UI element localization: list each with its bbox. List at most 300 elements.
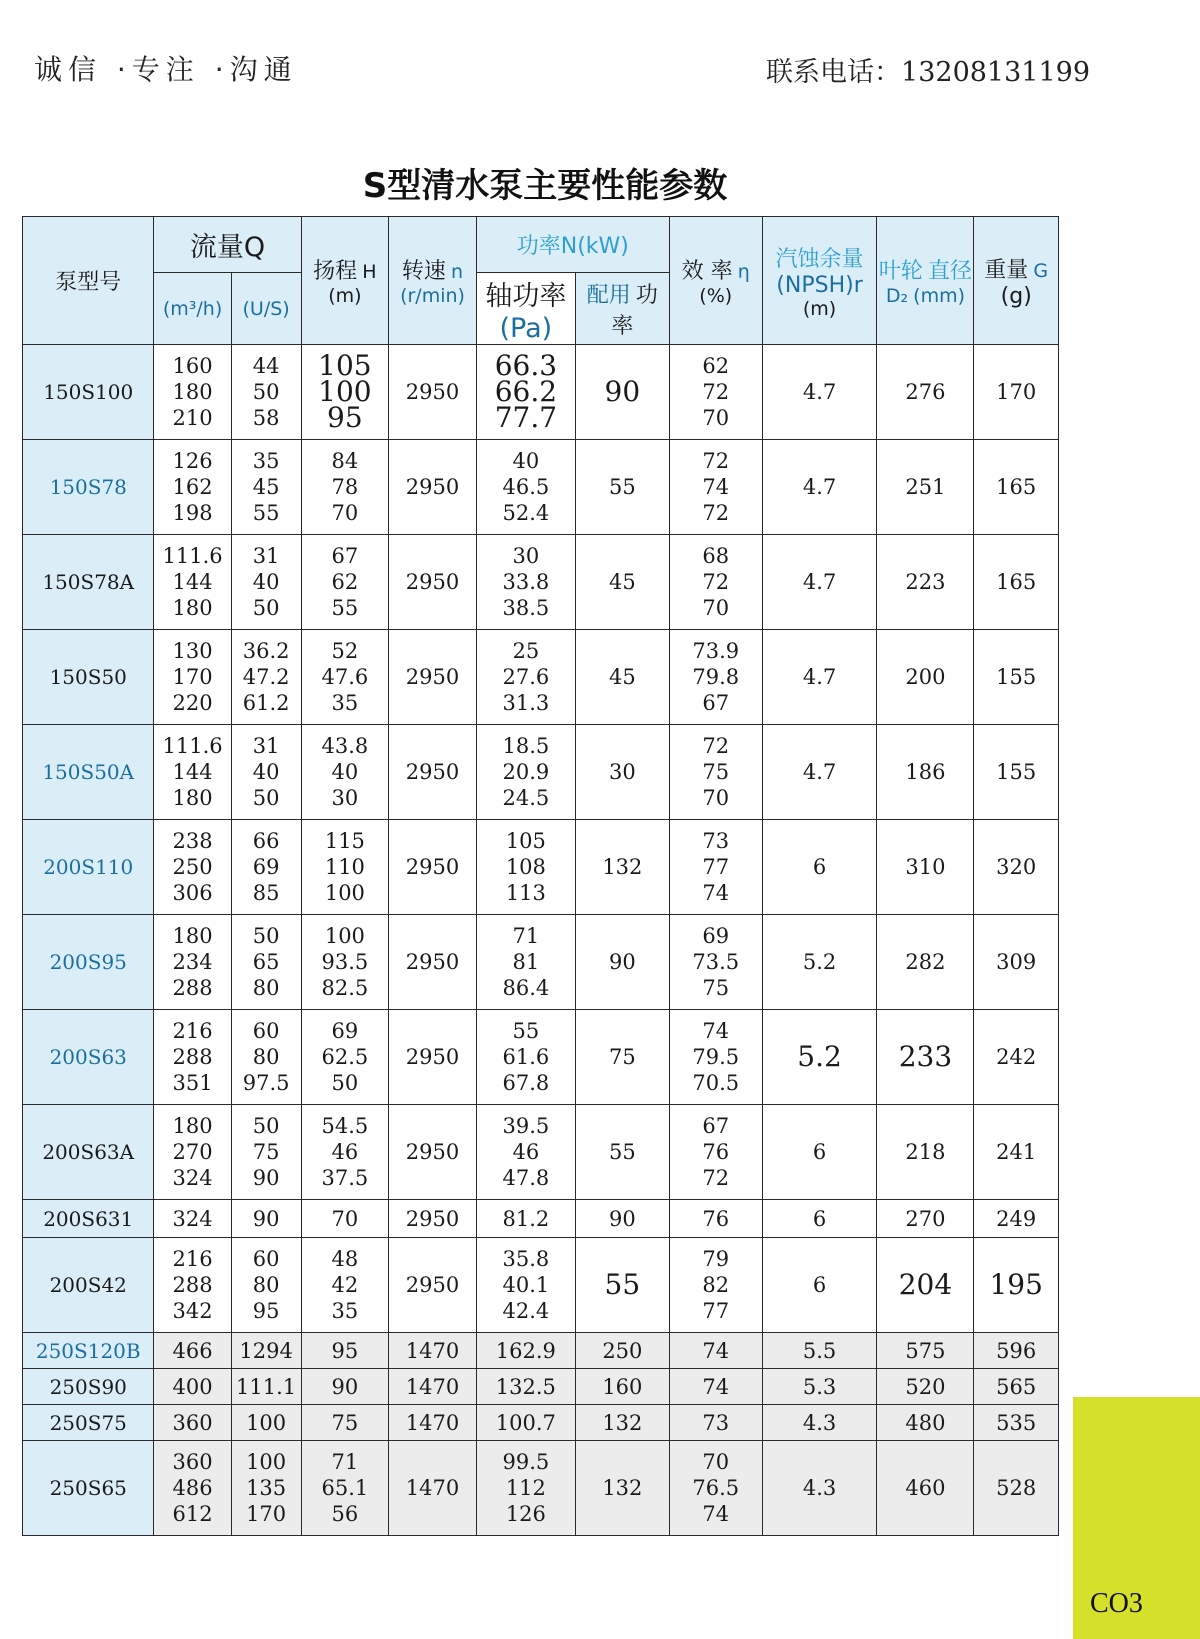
header-impeller-sym: D₂ (885, 285, 909, 307)
efficiency-cell-value: 82 (702, 1273, 730, 1297)
shaft-power-cell-value: 71 (512, 924, 540, 948)
efficiency-cell-value: 74 (702, 881, 730, 905)
header-weight-unit: (g) (1000, 283, 1032, 309)
flow-ls-cell-value: 40 (252, 570, 280, 594)
efficiency-cell-value: 75 (702, 976, 730, 1000)
table-body (23, 345, 1059, 1536)
npsh-cell: 5.5 (762, 1333, 877, 1369)
table-row (23, 345, 1059, 440)
head-cell-value: 110 (324, 855, 365, 879)
flow-ls-cell-value: 31 (252, 544, 280, 568)
head-cell (301, 1010, 389, 1105)
flow-m3-cell-value: 288 (172, 1273, 213, 1297)
npsh-cell: 5.2 (762, 1010, 877, 1105)
model-cell: 150S50A (23, 725, 154, 820)
impeller-diameter-cell: 276 (877, 345, 974, 440)
flow-m3-cell-value: 111.6 (162, 544, 223, 568)
contact-phone: 联系电话：13208131199 (766, 57, 1090, 88)
header-speed-sym: n (451, 261, 464, 283)
efficiency-cell (669, 630, 762, 725)
efficiency-cell (669, 440, 762, 535)
head-cell-value: 62 (331, 570, 359, 594)
performance-table (22, 216, 1059, 1536)
table-row (23, 1405, 1059, 1441)
header-power: 功率N(kW) (476, 217, 669, 273)
weight-cell: 170 (974, 345, 1059, 440)
speed-cell: 2950 (389, 820, 477, 915)
efficiency-cell-value: 73.5 (692, 950, 740, 974)
flow-ls-cell-value: 69 (252, 855, 280, 879)
shaft-power-cell (476, 1200, 575, 1238)
efficiency-cell (669, 915, 762, 1010)
shaft-power-cell-value: 105 (505, 829, 546, 853)
flow-m3-cell-value: 288 (172, 976, 213, 1000)
efficiency-cell-value: 72 (702, 501, 730, 525)
head-cell-value: 78 (331, 475, 359, 499)
head-cell-value: 48 (331, 1247, 359, 1271)
table-row (23, 1333, 1059, 1369)
npsh-cell: 5.2 (762, 915, 877, 1010)
flow-m3-cell-value: 180 (172, 1114, 213, 1138)
motor-power-cell: 132 (575, 1441, 669, 1536)
npsh-cell: 4.7 (762, 535, 877, 630)
weight-cell: 242 (974, 1010, 1059, 1105)
table-row (23, 1238, 1059, 1333)
flow-m3-cell-value: 111.6 (162, 734, 223, 758)
shaft-power-cell-value: 47.8 (502, 1166, 550, 1190)
flow-m3-cell-value: 144 (172, 760, 213, 784)
flow-ls-cell (231, 630, 301, 725)
impeller-diameter-cell: 233 (877, 1010, 974, 1105)
shaft-power-cell-value: 30 (512, 544, 540, 568)
speed-cell: 2950 (389, 725, 477, 820)
header-shaft-power (476, 273, 575, 345)
speed-cell: 2950 (389, 1238, 477, 1333)
page-code: CO3 (1090, 1588, 1143, 1619)
efficiency-cell-value: 70 (702, 596, 730, 620)
head-cell-value: 70 (331, 1206, 359, 1231)
head-cell-value: 67 (331, 544, 359, 568)
efficiency-cell-value: 72 (702, 380, 730, 404)
head-cell-value: 62.5 (321, 1045, 369, 1069)
motor-power-cell: 45 (575, 630, 669, 725)
flow-m3-cell-value: 210 (172, 406, 213, 430)
table-row (23, 1105, 1059, 1200)
flow-ls-cell-value: 35 (252, 449, 280, 473)
model-cell: 200S631 (23, 1200, 154, 1238)
flow-ls-cell-value: 100 (246, 1450, 287, 1474)
efficiency-cell-value: 72 (702, 449, 730, 473)
npsh-cell: 6 (762, 1238, 877, 1333)
header-npsh-unit: (m) (802, 297, 837, 320)
head-cell-value: 95 (331, 1338, 359, 1363)
header-eff-sym: η (737, 261, 750, 283)
flow-ls-cell-value: 80 (252, 1045, 280, 1069)
flow-m3-cell (154, 915, 231, 1010)
npsh-cell: 6 (762, 1105, 877, 1200)
flow-ls-cell-value: 85 (252, 881, 280, 905)
shaft-power-cell-value: 81 (512, 950, 540, 974)
model-cell: 150S78A (23, 535, 154, 630)
efficiency-cell-value: 68 (702, 544, 730, 568)
header-impeller-unit: (mm) (913, 285, 965, 307)
speed-cell: 2950 (389, 440, 477, 535)
flow-ls-cell-value: 75 (252, 1140, 280, 1164)
head-cell (301, 1238, 389, 1333)
flow-ls-cell-value: 100 (246, 1410, 287, 1435)
shaft-power-cell-value: 99.5 (502, 1450, 550, 1474)
header-weight (974, 217, 1059, 345)
speed-cell: 2950 (389, 1010, 477, 1105)
flow-ls-cell-value: 45 (252, 475, 280, 499)
efficiency-cell-value: 73 (702, 1410, 730, 1435)
head-cell-value: 115 (324, 829, 365, 853)
flow-m3-cell (154, 1333, 231, 1369)
efficiency-cell-value: 75 (702, 760, 730, 784)
flow-m3-cell-value: 400 (172, 1374, 213, 1399)
flow-m3-cell (154, 1369, 231, 1405)
head-cell-value: 65.1 (321, 1476, 369, 1500)
head-cell-value: 30 (331, 786, 359, 810)
weight-cell: 596 (974, 1333, 1059, 1369)
model-cell: 150S78 (23, 440, 154, 535)
table-row (23, 1369, 1059, 1405)
efficiency-cell-value: 70 (702, 406, 730, 430)
efficiency-cell-value: 70.5 (692, 1071, 740, 1095)
flow-m3-cell (154, 725, 231, 820)
header-motor-label2: 功率 (611, 282, 658, 339)
npsh-cell: 6 (762, 820, 877, 915)
flow-ls-cell-value: 80 (252, 1273, 280, 1297)
flow-ls-cell (231, 820, 301, 915)
header-eff-unit: (%) (699, 285, 733, 307)
flow-m3-cell (154, 820, 231, 915)
shaft-power-cell-value: 66.2 (494, 375, 558, 408)
impeller-diameter-cell: 575 (877, 1333, 974, 1369)
weight-cell: 155 (974, 630, 1059, 725)
model-cell: 250S120B (23, 1333, 154, 1369)
model-cell: 250S65 (23, 1441, 154, 1536)
efficiency-cell-value: 74 (702, 1338, 730, 1363)
flow-m3-cell (154, 535, 231, 630)
shaft-power-cell (476, 1010, 575, 1105)
shaft-power-cell-value: 24.5 (502, 786, 550, 810)
flow-m3-cell-value: 342 (172, 1299, 213, 1323)
header-head-sym: H (362, 261, 377, 283)
flow-m3-cell (154, 1238, 231, 1333)
flow-ls-cell-value: 80 (252, 976, 280, 1000)
flow-m3-cell-value: 360 (172, 1410, 213, 1435)
shaft-power-cell (476, 1405, 575, 1441)
header-npsh-label: 汽蚀余量 (775, 246, 864, 272)
flow-m3-cell-value: 180 (172, 924, 213, 948)
flow-ls-cell (231, 345, 301, 440)
flow-m3-cell-value: 612 (172, 1502, 213, 1526)
shaft-power-cell-value: 132.5 (495, 1374, 556, 1399)
flow-ls-cell (231, 725, 301, 820)
efficiency-cell-value: 67 (702, 1114, 730, 1138)
header-npsh-sym: (NPSH)r (776, 272, 863, 298)
flow-ls-cell (231, 1238, 301, 1333)
flow-m3-cell-value: 486 (172, 1476, 213, 1500)
efficiency-cell-value: 72 (702, 570, 730, 594)
efficiency-cell-value: 73.9 (692, 639, 740, 663)
model-cell: 200S63 (23, 1010, 154, 1105)
flow-m3-cell-value: 238 (172, 829, 213, 853)
efficiency-cell-value: 74 (702, 1019, 730, 1043)
shaft-power-cell-value: 86.4 (502, 976, 550, 1000)
flow-m3-cell-value: 180 (172, 596, 213, 620)
motor-power-cell: 30 (575, 725, 669, 820)
flow-ls-cell-value: 111.1 (236, 1374, 297, 1399)
header-flow-ls: (U/S) (231, 273, 301, 345)
speed-cell: 2950 (389, 1200, 477, 1238)
shaft-power-cell (476, 1105, 575, 1200)
motor-power-cell: 55 (575, 1105, 669, 1200)
header-speed-unit: (r/min) (400, 285, 465, 307)
flow-ls-cell (231, 1405, 301, 1441)
efficiency-cell (669, 1441, 762, 1536)
speed-cell: 1470 (389, 1333, 477, 1369)
table-row (23, 630, 1059, 725)
head-cell (301, 630, 389, 725)
flow-ls-cell (231, 1010, 301, 1105)
efficiency-cell (669, 1010, 762, 1105)
speed-cell: 2950 (389, 345, 477, 440)
head-cell-value: 90 (331, 1374, 359, 1399)
efficiency-cell-value: 73 (702, 829, 730, 853)
flow-ls-cell-value: 50 (252, 786, 280, 810)
speed-cell: 1470 (389, 1369, 477, 1405)
shaft-power-cell (476, 1369, 575, 1405)
speed-cell: 2950 (389, 630, 477, 725)
flow-ls-cell-value: 40 (252, 760, 280, 784)
shaft-power-cell-value: 42.4 (502, 1299, 550, 1323)
flow-ls-cell (231, 1369, 301, 1405)
head-cell-value: 69 (331, 1019, 359, 1043)
header-flow: 流量Q (154, 217, 301, 273)
head-cell-value: 43.8 (321, 734, 369, 758)
speed-cell: 2950 (389, 535, 477, 630)
efficiency-cell (669, 1369, 762, 1405)
shaft-power-cell-value: 40 (512, 449, 540, 473)
header-flow-m3: (m³/h) (154, 273, 231, 345)
impeller-diameter-cell: 282 (877, 915, 974, 1010)
head-cell (301, 440, 389, 535)
flow-ls-cell-value: 47.2 (242, 665, 290, 689)
weight-cell: 565 (974, 1369, 1059, 1405)
motor-power-cell: 132 (575, 820, 669, 915)
shaft-power-cell-value: 25 (512, 639, 540, 663)
shaft-power-cell-value: 20.9 (502, 760, 550, 784)
efficiency-cell-value: 69 (702, 924, 730, 948)
shaft-power-cell-value: 18.5 (502, 734, 550, 758)
head-cell-value: 50 (331, 1071, 359, 1095)
speed-cell: 2950 (389, 915, 477, 1010)
flow-m3-cell-value: 466 (172, 1338, 213, 1363)
table-row (23, 1441, 1059, 1536)
flow-m3-cell-value: 351 (172, 1071, 213, 1095)
flow-m3-cell-value: 160 (172, 354, 213, 378)
header-impeller (877, 217, 974, 345)
flow-m3-cell-value: 170 (172, 665, 213, 689)
impeller-diameter-cell: 223 (877, 535, 974, 630)
flow-ls-cell (231, 1441, 301, 1536)
shaft-power-cell-value: 55 (512, 1019, 540, 1043)
weight-cell: 155 (974, 725, 1059, 820)
motor-power-cell: 90 (575, 345, 669, 440)
efficiency-cell (669, 1333, 762, 1369)
header-impeller-label: 叶轮 (878, 259, 923, 284)
model-cell: 150S100 (23, 345, 154, 440)
npsh-cell: 4.3 (762, 1405, 877, 1441)
flow-m3-cell-value: 250 (172, 855, 213, 879)
flow-m3-cell-value: 324 (172, 1206, 213, 1231)
shaft-power-cell-value: 38.5 (502, 596, 550, 620)
efficiency-cell-value: 70 (702, 1450, 730, 1474)
flow-m3-cell-value: 234 (172, 950, 213, 974)
impeller-diameter-cell: 218 (877, 1105, 974, 1200)
head-cell-value: 56 (331, 1502, 359, 1526)
head-cell (301, 1105, 389, 1200)
head-cell (301, 1333, 389, 1369)
shaft-power-cell (476, 440, 575, 535)
head-cell-value: 93.5 (321, 950, 369, 974)
slogan: 诚信 ·专注 ·沟通 (34, 53, 298, 86)
flow-m3-cell (154, 1405, 231, 1441)
motor-power-cell: 160 (575, 1369, 669, 1405)
head-cell-value: 46 (331, 1140, 359, 1164)
header-weight-sym: G (1033, 259, 1049, 282)
efficiency-cell-value: 79.5 (692, 1045, 740, 1069)
header-efficiency (669, 217, 762, 345)
flow-m3-cell (154, 630, 231, 725)
flow-m3-cell-value: 126 (172, 449, 213, 473)
efficiency-cell-value: 77 (702, 1299, 730, 1323)
shaft-power-cell-value: 108 (505, 855, 546, 879)
header-eff-label: 效 率 (681, 259, 733, 284)
motor-power-cell: 45 (575, 535, 669, 630)
flow-ls-cell-value: 97.5 (242, 1071, 290, 1095)
efficiency-cell-value: 72 (702, 734, 730, 758)
flow-ls-cell (231, 1200, 301, 1238)
shaft-power-cell (476, 630, 575, 725)
head-cell (301, 915, 389, 1010)
header-npsh (762, 217, 877, 345)
weight-cell: 165 (974, 440, 1059, 535)
flow-m3-cell-value: 130 (172, 639, 213, 663)
table-row (23, 725, 1059, 820)
head-cell-value: 40 (331, 760, 359, 784)
page-header (34, 48, 1090, 88)
shaft-power-cell (476, 915, 575, 1010)
motor-power-cell: 75 (575, 1010, 669, 1105)
flow-m3-cell-value: 198 (172, 501, 213, 525)
header-shaft-unit: (Pa) (499, 312, 553, 344)
shaft-power-cell-value: 61.6 (502, 1045, 550, 1069)
shaft-power-cell-value: 113 (505, 881, 546, 905)
impeller-diameter-cell: 520 (877, 1369, 974, 1405)
flow-ls-cell-value: 55 (252, 501, 280, 525)
flow-ls-cell-value: 90 (252, 1166, 280, 1190)
shaft-power-cell-value: 40.1 (502, 1273, 550, 1297)
efficiency-cell-value: 76 (702, 1206, 730, 1231)
head-cell-value: 37.5 (321, 1166, 369, 1190)
head-cell (301, 345, 389, 440)
weight-cell: 165 (974, 535, 1059, 630)
head-cell-value: 55 (331, 596, 359, 620)
shaft-power-cell-value: 46.5 (502, 475, 550, 499)
flow-ls-cell-value: 61.2 (242, 691, 290, 715)
impeller-diameter-cell: 204 (877, 1238, 974, 1333)
shaft-power-cell (476, 535, 575, 630)
efficiency-cell-value: 76 (702, 1140, 730, 1164)
flow-m3-cell-value: 270 (172, 1140, 213, 1164)
model-cell: 200S95 (23, 915, 154, 1010)
header-motor-power (575, 273, 669, 345)
npsh-cell: 4.7 (762, 345, 877, 440)
flow-ls-cell-value: 31 (252, 734, 280, 758)
flow-m3-cell-value: 288 (172, 1045, 213, 1069)
header-head (301, 217, 389, 345)
header-shaft-label: 轴功率 (485, 280, 567, 312)
shaft-power-cell-value: 81.2 (502, 1206, 550, 1231)
table-row (23, 440, 1059, 535)
shaft-power-cell-value: 35.8 (502, 1247, 550, 1271)
flow-ls-cell (231, 1105, 301, 1200)
efficiency-cell (669, 1238, 762, 1333)
flow-m3-cell-value: 324 (172, 1166, 213, 1190)
motor-power-cell: 250 (575, 1333, 669, 1369)
table-row (23, 535, 1059, 630)
flow-ls-cell (231, 1333, 301, 1369)
weight-cell: 309 (974, 915, 1059, 1010)
flow-ls-cell-value: 90 (252, 1206, 280, 1231)
efficiency-cell (669, 535, 762, 630)
npsh-cell: 6 (762, 1200, 877, 1238)
efficiency-cell (669, 1405, 762, 1441)
flow-ls-cell-value: 36.2 (242, 639, 290, 663)
impeller-diameter-cell: 270 (877, 1200, 974, 1238)
shaft-power-cell-value: 31.3 (502, 691, 550, 715)
model-cell: 150S50 (23, 630, 154, 725)
weight-cell: 241 (974, 1105, 1059, 1200)
head-cell-value: 71 (331, 1450, 359, 1474)
head-cell-value: 52 (331, 639, 359, 663)
efficiency-cell-value: 62 (702, 354, 730, 378)
impeller-diameter-cell: 200 (877, 630, 974, 725)
shaft-power-cell-value: 52.4 (502, 501, 550, 525)
efficiency-cell-value: 70 (702, 786, 730, 810)
flow-m3-cell-value: 216 (172, 1019, 213, 1043)
npsh-cell: 4.3 (762, 1441, 877, 1536)
motor-power-cell: 90 (575, 1200, 669, 1238)
page-title: S型清水泵主要性能参数 (362, 166, 728, 206)
efficiency-cell-value: 79.8 (692, 665, 740, 689)
model-cell: 200S42 (23, 1238, 154, 1333)
flow-m3-cell-value: 180 (172, 380, 213, 404)
efficiency-cell-value: 74 (702, 1502, 730, 1526)
npsh-cell: 4.7 (762, 725, 877, 820)
head-cell (301, 1200, 389, 1238)
flow-ls-cell-value: 60 (252, 1019, 280, 1043)
efficiency-cell (669, 1105, 762, 1200)
flow-m3-cell (154, 1105, 231, 1200)
table-row (23, 1200, 1059, 1238)
head-cell-value: 100 (324, 881, 365, 905)
shaft-power-cell-value: 39.5 (502, 1114, 550, 1138)
flow-m3-cell-value: 306 (172, 881, 213, 905)
